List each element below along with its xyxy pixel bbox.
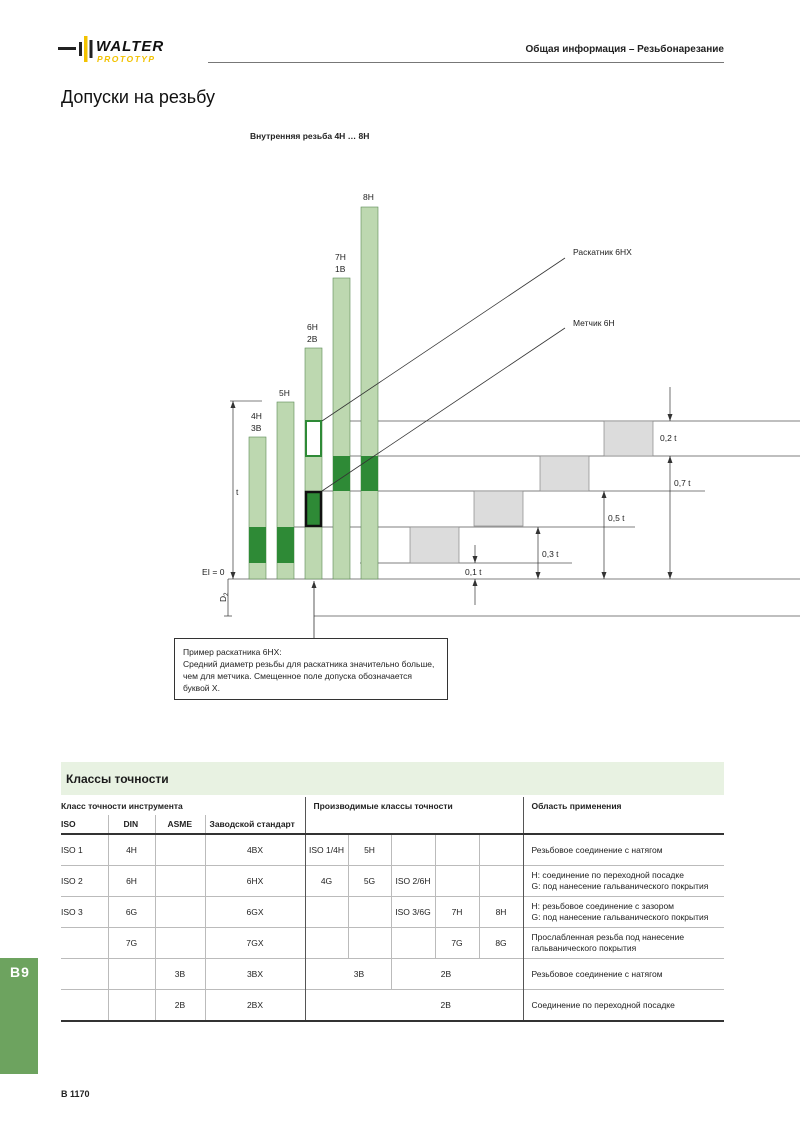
bar-label-5h: 5H	[279, 388, 290, 398]
section-title: Классы точности	[66, 772, 169, 786]
bar-label-3b: 3B	[251, 423, 262, 433]
bar-label-8h: 8H	[363, 192, 374, 202]
bar-5h-dark	[277, 527, 294, 563]
bar-label-7h: 7H	[335, 252, 346, 262]
group-application-area: Область применения	[523, 797, 724, 815]
tolerance-bars	[249, 207, 378, 579]
offset-0-3t: 0,3 t	[542, 549, 559, 559]
offset-0-1t: 0,1 t	[465, 567, 482, 577]
chapter-label: B9	[10, 964, 30, 980]
bar-6h-roller-outline	[306, 421, 321, 456]
page-title: Допуски на резьбу	[61, 87, 216, 107]
offset-0-5t: 0,5 t	[608, 513, 625, 523]
callout-tap-6h: Метчик 6H	[573, 318, 615, 328]
section-header-bar	[61, 762, 724, 795]
table-row: 2B 2BX 2B Соединение по переходной посадке	[61, 990, 724, 1022]
bar-4h-dark	[249, 527, 266, 563]
col-din: DIN	[108, 815, 155, 834]
logo-main-text: WALTER	[96, 38, 165, 55]
table-row: ISO 1 4H 4BX ISO 1/4H 5H Резьбовое соединение с натягом	[61, 834, 724, 866]
note-line: Средний диаметр резьбы для раскатника значительно больше,	[183, 659, 435, 669]
header-section-title: Общая информация – Резьбонарезание	[525, 44, 724, 55]
group-tool-class: Класс точности инструмента	[61, 801, 183, 811]
col-factory-standard: Заводской стандарт	[205, 815, 305, 834]
note-line: буквой X.	[183, 683, 220, 693]
bar-6h	[305, 348, 322, 579]
bar-label-2b: 2B	[307, 334, 318, 344]
col-asme: ASME	[155, 815, 205, 834]
group-produced-classes: Производимые классы точности	[305, 797, 523, 815]
table-row: ISO 3 6G 6GX ISO 3/6G 7H 8H H: резьбовое соединение с зазором G: под нанесение гальванического покрытия	[61, 897, 724, 928]
offset-0-7t: 0,7 t	[674, 478, 691, 488]
chapter-side-tab	[0, 958, 38, 1074]
callout-roller-6hx: Раскатник 6HX	[573, 247, 632, 257]
diagram-caption: Внутренняя резьба 4H … 8H	[250, 131, 370, 141]
label-ei: EI = 0	[202, 567, 225, 577]
accuracy-classes-table	[61, 797, 724, 1022]
bar-label-4h: 4H	[251, 411, 262, 421]
table-row: ISO 2 6H 6HX 4G 5G ISO 2/6H H: соединение по переходной посадке G: под нанесение гальванического покрытия	[61, 866, 724, 897]
page-number: B 1170	[61, 1089, 90, 1099]
bar-6h-tap-outline	[306, 492, 321, 526]
logo-sub-text: PROTOTYP	[97, 54, 156, 64]
offset-boxes	[410, 421, 653, 563]
offset-0-2t: 0,2 t	[660, 433, 677, 443]
table-row: 3B 3BX 3B 2B Резьбовое соединение с натягом	[61, 959, 724, 990]
bar-label-1b: 1B	[335, 264, 346, 274]
bar-7h	[333, 278, 350, 579]
label-d2: $D_2$	[218, 592, 230, 602]
bar-label-6h: 6H	[307, 322, 318, 332]
example-note-box	[174, 638, 448, 700]
bar-8h-dark	[361, 456, 378, 491]
col-iso: ISO	[61, 819, 76, 829]
note-line: чем для метчика. Смещенное поле допуска обозначается	[183, 671, 412, 681]
table-row: 7G 7GX 7G 8G Прослабленная резьба под нанесение гальванического покрытия	[61, 928, 724, 959]
note-line: Пример раскатника 6HX:	[183, 647, 282, 657]
label-t: t	[236, 487, 239, 497]
